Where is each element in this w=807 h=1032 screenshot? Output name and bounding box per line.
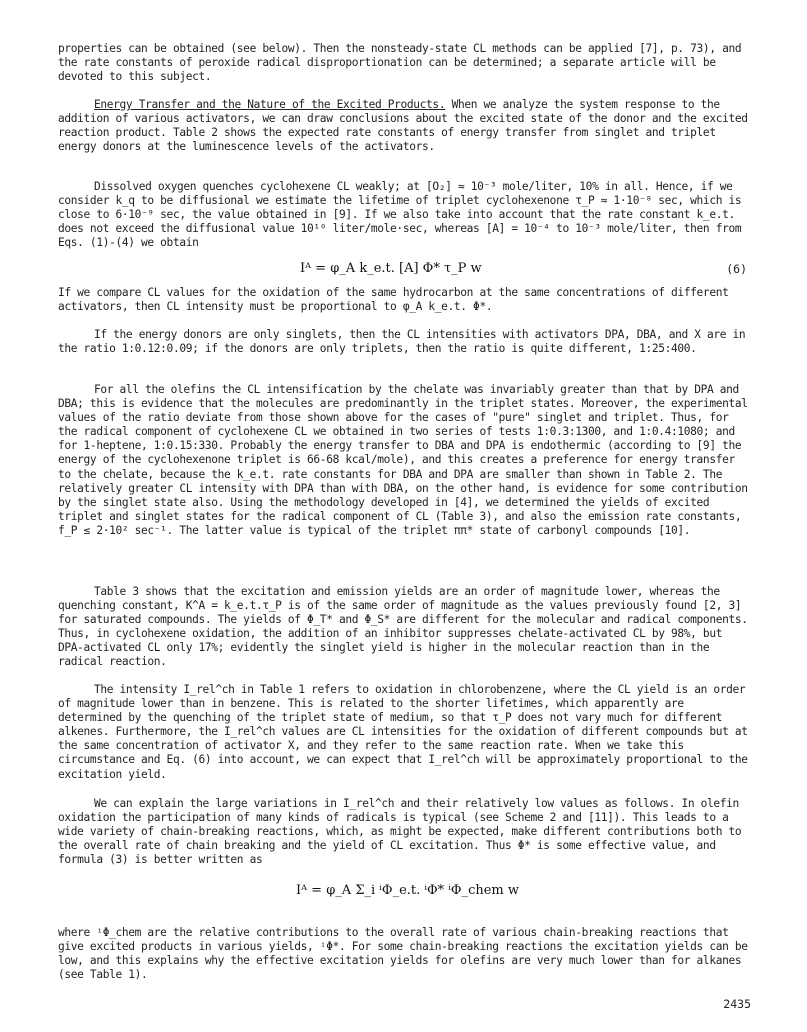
paragraph-2-text: When we analyze the system response to the addition of various activators, we can draw conclusions about the excited state of the donor and the excited reaction product. Table 2 shows the expected rate constants of energy transfer from singlet and triplet energy donors at the luminescence levels of the activators.: [58, 98, 748, 154]
paragraph-3: Dissolved oxygen quenches cyclohexene CL weakly; at [O₂] ≈ 10⁻³ mole/liter, 10% in all. Hence, if we consider k_q to be diffusional we estimate the lifetime of triplet cyclohexenone τ_P ≈ 1·10⁻⁸ sec, which is close to 6·10⁻⁹ sec, the value obtained in [9]. If we also take into account that the rate constant k_e.t. does not exceed the diffusional value 10¹⁰ liter/mole·sec, whereas [A] = 10⁻⁴ to 10⁻³ mole/liter, then from Eqs. (1)-(4) we obtain: [58, 180, 742, 250]
section-heading: Energy Transfer and the Nature of the Excited Products.: [94, 98, 446, 111]
equation-6-number: (6): [726, 262, 747, 276]
paragraph-2: [58, 98, 750, 154]
paragraph-6: For all the olefins the CL intensification by the chelate was invariably greater than that by DPA and DBA; this is evidence that the molecules are predominantly in the triplet states. Moreover, the experimental values of the ratio deviate from those shown above for the cases of "pure" singlet and triplet. Thus, for the radical component of cyclohexene CL we obtained in two series of tests 1:0.3:1300, and 1:0.4:1080; and for 1-heptene, 1:0.15:330. Probably the energy transfer to DBA and DPA is endothermic (according to [9] the energy of the cyclohexenone triplet is 66-68 kcal/mole), and this creates a preference for energy transfer to the chelate, because the k_e.t. rate constants for DBA and DPA are smaller than shown in Table 2. The relatively greater CL intensity with DPA than with DBA, on the other hand, is evidence for some contribution by the singlet state also. Using the methodology developed in [4], we determined the yields of excited triplet and singlet states for the radical component of CL (Table 3), and also the emission rate constants, f_P ≤ 2·10² sec⁻¹. The latter value is typical of the triplet ππ* state of carbonyl compounds [10].: [58, 383, 748, 537]
paragraph-9: We can explain the large variations in I_rel^ch and their relatively low values as follows. In olefin oxidation the participation of many kinds of radicals is typical (see Scheme 2 and [11]). This leads to a wide variety of chain-breaking reactions, which, as might be expected, make different contributions both to the overall rate of chain breaking and the yield of CL excitation. Thus Φ* is some effective value, and formula (3) is better written as: [58, 797, 742, 867]
page-number: 2435: [723, 997, 751, 1011]
paragraph-8: The intensity I_rel^ch in Table 1 refers to oxidation in chlorobenzene, where the CL yield is an order of magnitude lower than in benzene. This is related to the shorter lifetimes, which apparently are determined by the quenching of the triplet state of medium, so that τ_P does not vary much for different alkenes. Furthermore, the I_rel^ch values are CL intensities for the oxidation of different compounds but at the same concentration of activator X, and they refer to the same reaction rate. When we take this circumstance and Eq. (6) into account, we can expect that I_rel^ch will be approximately proportional to the excitation yield.: [58, 683, 748, 781]
paragraph-5: If the energy donors are only singlets, then the CL intensities with activators DPA, DBA, and X are in the ratio 1:0.12:0.09; if the donors are only triplets, then the ratio is quite different, 1:25:400.: [58, 328, 746, 356]
paragraph-1: properties can be obtained (see below). Then the nonsteady-state CL methods can be applied [7], p. 73), and the rate constants of peroxide radical disproportionation can be determined; a separate article will be devoted to this subject.: [58, 42, 742, 84]
equation-7: Iᴬ = φ_A Σ_i ⁱΦ_e.t. ⁱΦ* ⁱΦ_chem w: [296, 883, 520, 898]
paragraph-10: where ⁱΦ_chem are the relative contributions to the overall rate of various chain-breaking reactions that give excited products in various yields, ⁱΦ*. For some chain-breaking reactions the excitation yields can be low, and this explains why the effective excitation yields for olefins are very much lower than for alkanes (see Table 1).: [58, 926, 748, 982]
paragraph-4: If we compare CL values for the oxidation of the same hydrocarbon at the same concentrations of different activators, then CL intensity must be proportional to φ_A k_e.t. Φ*.: [58, 286, 729, 314]
paragraph-7: Table 3 shows that the excitation and emission yields are an order of magnitude lower, whereas the quenching constant, K^A = k_e.t.τ_P is of the same order of magnitude as the values previously found [2, 3] for saturated compounds. The yields of Φ_T* and Φ_S* are different for the molecular and radical components. Thus, in cyclohexene oxidation, the addition of an inhibitor suppresses chelate-activated CL by 98%, but DPA-activated CL only 17%; evidently the singlet yield is higher in the molecular reaction than in the radical reaction.: [58, 585, 748, 669]
equation-6: Iᴬ = φ_A k_e.t. [A] Φ* τ_P w: [300, 261, 482, 276]
